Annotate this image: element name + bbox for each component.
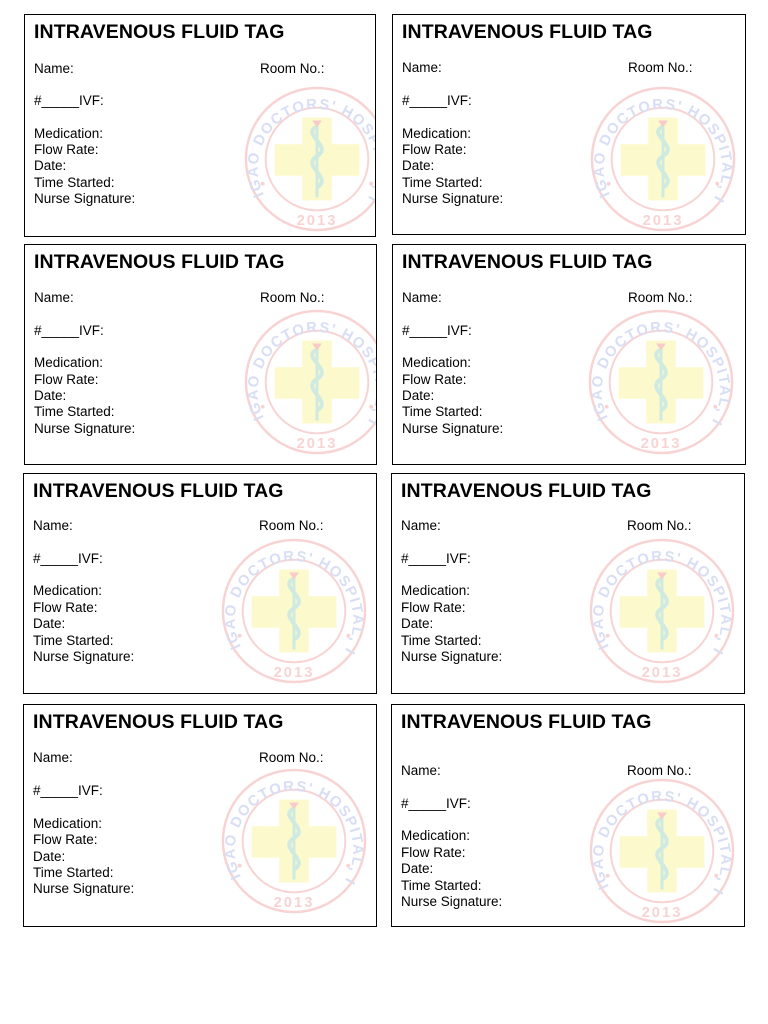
date-label: Date:	[402, 158, 435, 173]
flow-rate-label: Flow Rate:	[34, 142, 99, 157]
hospital-seal-watermark	[220, 767, 368, 915]
flow-rate-label: Flow Rate:	[33, 832, 98, 847]
hospital-seal-watermark	[243, 85, 376, 233]
date-label: Date:	[401, 616, 434, 631]
nurse-signature-label: Nurse Signature:	[401, 894, 503, 909]
tag-title: INTRAVENOUS FLUID TAG	[34, 21, 285, 43]
time-started-label: Time Started:	[34, 175, 115, 190]
flow-rate-label: Flow Rate:	[34, 372, 99, 387]
name-label: Name:	[402, 60, 442, 75]
room-label: Room No.:	[259, 518, 324, 533]
iv-fluid-tag	[24, 244, 377, 465]
time-started-label: Time Started:	[34, 404, 115, 419]
nurse-signature-label: Nurse Signature:	[402, 191, 504, 206]
iv-fluid-tag	[391, 704, 745, 927]
nurse-signature-label: Nurse Signature:	[33, 881, 135, 896]
room-label: Room No.:	[627, 763, 692, 778]
nurse-signature-label: Nurse Signature:	[402, 421, 504, 436]
name-label: Name:	[401, 518, 441, 533]
ivf-label: #_____IVF:	[34, 323, 104, 338]
hospital-seal-watermark	[587, 308, 735, 456]
date-label: Date:	[33, 616, 66, 631]
name-label: Name:	[33, 518, 73, 533]
tag-title: INTRAVENOUS FLUID TAG	[34, 251, 285, 273]
name-label: Name:	[402, 290, 442, 305]
room-label: Room No.:	[628, 60, 693, 75]
date-label: Date:	[402, 388, 435, 403]
ivf-label: #_____IVF:	[402, 323, 472, 338]
tag-title: INTRAVENOUS FLUID TAG	[401, 711, 652, 733]
iv-fluid-tag	[392, 14, 746, 235]
ivf-label: #_____IVF:	[33, 783, 103, 798]
tag-title: INTRAVENOUS FLUID TAG	[402, 21, 653, 43]
nurse-signature-label: Nurse Signature:	[401, 649, 503, 664]
room-label: Room No.:	[259, 750, 324, 765]
name-label: Name:	[33, 750, 73, 765]
name-label: Name:	[401, 763, 441, 778]
flow-rate-label: Flow Rate:	[402, 372, 467, 387]
hospital-seal-watermark	[588, 777, 736, 925]
date-label: Date:	[33, 849, 66, 864]
hospital-seal-watermark	[220, 537, 368, 685]
iv-fluid-tag	[24, 14, 376, 237]
tag-title: INTRAVENOUS FLUID TAG	[401, 480, 652, 502]
medication-label: Medication:	[401, 583, 471, 598]
iv-fluid-tag	[391, 473, 745, 694]
tag-title: INTRAVENOUS FLUID TAG	[402, 251, 653, 273]
name-label: Name:	[34, 61, 74, 76]
date-label: Date:	[401, 861, 434, 876]
ivf-label: #_____IVF:	[33, 551, 103, 566]
time-started-label: Time Started:	[33, 633, 114, 648]
ivf-label: #_____IVF:	[402, 93, 472, 108]
medication-label: Medication:	[34, 126, 104, 141]
room-label: Room No.:	[260, 61, 325, 76]
time-started-label: Time Started:	[402, 404, 483, 419]
date-label: Date:	[34, 388, 67, 403]
medication-label: Medication:	[33, 816, 103, 831]
date-label: Date:	[34, 158, 67, 173]
time-started-label: Time Started:	[402, 175, 483, 190]
name-label: Name:	[34, 290, 74, 305]
flow-rate-label: Flow Rate:	[401, 845, 466, 860]
iv-fluid-tag	[23, 704, 377, 927]
room-label: Room No.:	[260, 290, 325, 305]
nurse-signature-label: Nurse Signature:	[34, 191, 136, 206]
hospital-seal-watermark	[588, 537, 736, 685]
time-started-label: Time Started:	[33, 865, 114, 880]
time-started-label: Time Started:	[401, 878, 482, 893]
room-label: Room No.:	[627, 518, 692, 533]
tag-title: INTRAVENOUS FLUID TAG	[33, 711, 284, 733]
tag-title: INTRAVENOUS FLUID TAG	[33, 480, 284, 502]
medication-label: Medication:	[402, 355, 472, 370]
ivf-label: #_____IVF:	[34, 93, 104, 108]
room-label: Room No.:	[628, 290, 693, 305]
medication-label: Medication:	[402, 126, 472, 141]
iv-fluid-tag	[392, 244, 746, 465]
nurse-signature-label: Nurse Signature:	[34, 421, 136, 436]
ivf-label: #_____IVF:	[401, 551, 471, 566]
flow-rate-label: Flow Rate:	[402, 142, 467, 157]
medication-label: Medication:	[33, 583, 103, 598]
medication-label: Medication:	[401, 828, 471, 843]
ivf-label: #_____IVF:	[401, 796, 471, 811]
flow-rate-label: Flow Rate:	[401, 600, 466, 615]
nurse-signature-label: Nurse Signature:	[33, 649, 135, 664]
time-started-label: Time Started:	[401, 633, 482, 648]
iv-fluid-tag	[23, 473, 377, 694]
hospital-seal-watermark	[589, 85, 737, 233]
medication-label: Medication:	[34, 355, 104, 370]
hospital-seal-watermark	[243, 308, 377, 456]
flow-rate-label: Flow Rate:	[33, 600, 98, 615]
